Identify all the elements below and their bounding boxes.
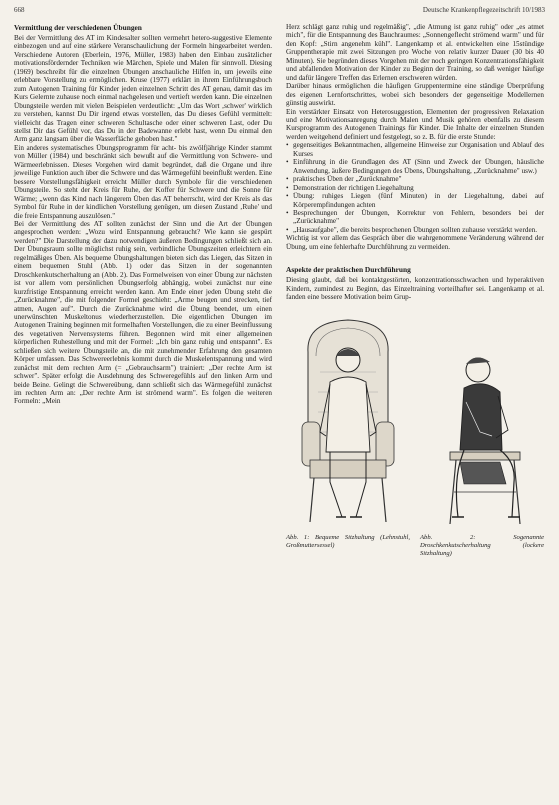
page-header <box>14 6 545 15</box>
right-column <box>286 23 544 558</box>
figure-2 <box>420 312 544 558</box>
paragraph: Darüber hinaus ermöglichen die häufigen Gruppentermine eine ständige Überprüfung des eigenen Lernfortschrittes, wobei sich besonders der gegenseitige Modellernen günstig auswirkt. <box>286 82 544 108</box>
paragraph: Bei der Vermittlung des AT im Kindesalter sollten vermehrt hetero-suggestive Elemente einbezogen und auf eine stärkere Veranschaulichung der Formeln hingearbeitet werden. Verschiedene Autoren (Eberlein, 1976, Müller, 1983) haben den Einbau zusätzlicher motivationsfördernder Techniken wie Märchen, Spiele und Malen für sinnvoll. Diesing (1969) beschreibt für die einzelnen Übungen anschauliche Hilfen in, um jeweils eine erlebbare Vorstellung zu ermöglichen. Kruse (1977) erklärt in ihrem Einführungsbuch zum Autogenen Training für Kinder jeden einzelnen Schritt des AT genau, damit das im Kurs Gelernte zuhause noch einmal nachgelesen und vertieft werden kann. Die einzelnen Übungsteile werden mit vielen Beispielen verdeutlicht: „Um das Wort ‚schwer' wirklich zu verstehen, kannst Du Dir irgend etwas vorstellen, das Du dieses Gefühl vermittelt: vielleicht das Tragen einer schweren Schultasche oder einer schweren Last, oder Du stellst Dir das Gefühl vor, das Du in der Badewanne erlebt hast, wenn Du einmal den Arm ganz langsam über die Wasserfläche gehoben hast." <box>14 34 272 144</box>
armchair-sitting-illustration <box>286 312 410 532</box>
paragraph: Ein anderes systematisches Übungsprogramm für acht- bis zwölfjährige Kinder stammt von Müller (1984) und beschränkt sich bewußt auf die Vermittlung von Schwere- und Wärmeerlebnissen. Dieses Vorgehen wird damit begründet, daß die Organe und ihre jeweilige Funktion auch über die Schwere und das Wärmegefühl beeinflußt werden. Eine bessere Vorstellungsfähigkeit erreicht Müller durch Symbole für die verschiedenen Übungsteile. So steht der Kreis für Ruhe, der Koffer für Schwere und die Sonne für Wärme; „wenn das Kind nach längerem Üben das AT beherrscht, wird der Kreis als das Symbol für Ruhe in der kindlichen Vorstellung genügen, um diesen Zustand ‚Ruhe' und die freie Entspannung auszulösen." <box>14 143 272 220</box>
list-item: • Demonstration der richtigen Liegehaltung <box>286 184 544 192</box>
text-columns <box>14 23 545 558</box>
list-item: • praktisches Üben der „Zurücknahme" <box>286 175 544 183</box>
list-item: • Besprechungen der Übungen, Korrektur von Fehlern, besonders bei der „Zurücknahme" <box>286 209 544 226</box>
left-column <box>14 23 272 558</box>
paragraph: Herz schlägt ganz ruhig und regelmäßig", „die Atmung ist ganz ruhig" oder „es atmet mich", für die Entspannung des Bauchraumes: „Sonnengeflecht strömend warm" und für den Kopf: „Stirn angenehm kühl". Langenkamp et al. entwickelten eine 15stündige Gruppentherapie mit zwei Sitzungen pro Woche von relativ kurzer Dauer (30 bis 40 Minuten). Sie begründen dieses Vorgehen mit der noch geringen Konzentrationsfähigkeit und abfallenden Motivation der Kinder zu Beginn der Training, so daß weniger häufige und dafür längere Treffen das Erlernen erschweren würden. <box>286 23 544 82</box>
paragraph: Bei der Vermittlung des AT sollten zunächst der Sinn und die Art der Übungen angesprochen werden: „Wozu wird Entspannung gebraucht? Wie kann sie gespürt werden?" Die Darstellung der dazu notwendigen äußeren Bedingungen schließt sich an. Der Übungsraum sollte möglichst ruhig sein, verbindliche Übungszeiten erleichtern ein regelmäßiges Üben. Als bequeme Übungshaltungen bieten sich das Liegen, das Sitzen in einem bequemen Stuhl (Abb. 1) oder das Sitzen in der sogenannten Droschkenkutscherhaltung an (Abb. 2). Das Formelweisen von einer Übung zur nächsten ist vor allem vom persönlichen Übungserfolg abhängig, wobei zunächst nur eine kurzfristige Entspannung erreicht werden kann. Am Ende einer jeden Übung steht die „Zurücknahme", die mit folgender Formel geschieht: „Arme beugen und strecken, tief atmen, Augen auf". Durch die Zurücknahme wird die Übung beendet, um einen unerwünschten Muskeltonus wiederherzustellen. Die eigentlichen Übungen im Autogenen Training beginnen mit formelhaften Vorstellungen, die zu einer Beeinflussung des vegetativen Nervensystems führen. Begonnen wird mit einer allgemeinen körperlichen Ruhestellung und mit der Formel: „Ich bin ganz ruhig und entspannt". Es schließen sich weitere Übungsteile an, die mit zunehmender Erfahrung den gesamten Körper umfassen. Das Schwereerlebnis kommt durch die Muskelentspannung und wird zunächst mit dem rechten Arm (= „Gebrauchsarm") trainiert: „Der rechte Arm ist schwer". Später erfolgt die Ausdehnung des Schweregefühls auf den linken Arm und beide Beine. Gelingt die Schwereübung, dann schließt sich das Wärmegefühl zunächst im rechten Arm an: „Der rechte Arm ist strömend warm". Es folgen die weiteren Formeln: „Mein <box>14 219 272 406</box>
section-heading: Aspekte der praktischen Durchführung <box>286 265 411 275</box>
session-bullet-list <box>286 141 544 234</box>
figure-row <box>286 312 544 558</box>
figure-caption: Abb. 1: Bequeme Sitzhaltung (Lehnstuhl, Großmuttersessel) <box>286 533 410 549</box>
paragraph: Wichtig ist vor allem das Gespräch über die wahrgenommene Veränderung während der Übung, um eine fehlerhafte Durchführung zu vermeiden. <box>286 234 544 251</box>
section-heading: Vermittlung der verschiedenen Übungen <box>14 23 142 32</box>
list-item: • gegenseitiges Bekanntmachen, allgemeine Hinweise zur Organisation und Ablauf des Kurses <box>286 141 544 158</box>
journal-title: Deutsche Krankenpflegezeitschrift 10/1983 <box>422 6 545 14</box>
list-item: • „Hausaufgabe", die bereits besprochenen Übungen sollten zuhause verstärkt werden. <box>286 226 544 234</box>
paragraph: Diesing glaubt, daß bei kontaktgestörten, konzentrationsschwachen und hyperaktiven Kindern, zumindest zu Beginn, das Einzeltraining vorteilhafter sei. Langenkamp et al. fanden eine bessere Motivation beim Grup- <box>286 276 544 302</box>
paragraph: Ein verstärkter Einsatz von Heterosuggestion, Elementen der progressiven Relaxation und eine Motivationsanregung durch Malen und Musik gehören ebenfalls zu diesem Kursprogramm des Autogenen Trainings für Kinder. Die Inhalte der einzelnen Stunden werden weitgehend definiert und festgelegt, so z. B. für die erste Stunde: <box>286 107 544 141</box>
list-item: • Übung: ruhiges Liegen (fünf Minuten) in der Liegehaltung, dabei auf Körperempfindungen achten <box>286 192 544 209</box>
page-number: 668 <box>14 6 25 14</box>
figure-1 <box>286 312 410 558</box>
list-item: • Einführung in die Grundlagen des AT (Sinn und Zweck der Übungen, häusliche Anwendung, äußere Bedingungen des Übens, Übungshaltung, „Zurücknahme" usw.) <box>286 158 544 175</box>
figure-caption: Abb. 2: Sogenannte Droschkenkutscherhaltung (lockere Sitzhaltung) <box>420 533 544 557</box>
coachman-sitting-illustration <box>420 312 544 532</box>
